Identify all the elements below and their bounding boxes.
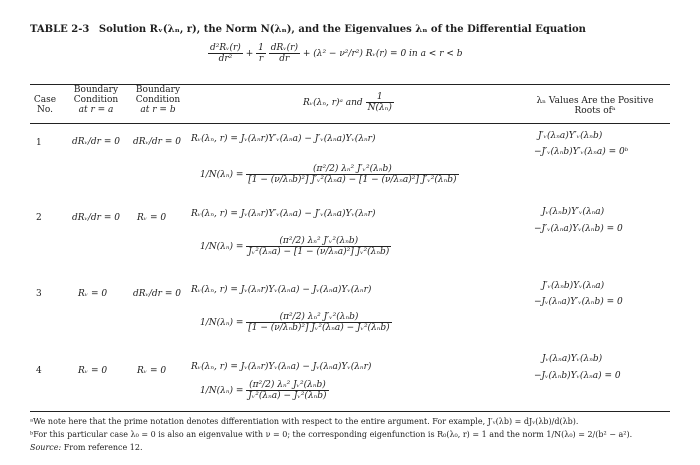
bc-b-1: dRᵥ/dr = 0	[133, 137, 181, 147]
eigen-4a: Jᵥ(λₙa)Yᵥ(λₙb)	[542, 354, 603, 364]
header-bc-a: Boundary Condition at r = a	[73, 85, 119, 115]
eigen-3b: −Jᵥ(λₙa)Y′ᵥ(λₙb) = 0	[534, 297, 623, 307]
footnote-b: ᵇFor this particular case λ₀ = 0 is also an eigenvalue with ν = 0; the corresponding eigenfunction is R₀(λ₀, r) = 1 and the norm 1/N(λ₀) = 2/(b² − a²).	[30, 430, 633, 439]
eigen-1a: J′ᵥ(λₙa)Y′ᵥ(λₙb)	[538, 131, 603, 141]
second-derivative-term: $\frac{\text{d²Rᵥ(r)}}{\text{dr²}}$	[210, 43, 241, 64]
eigen-4b: −Jᵥ(λₙb)Yᵥ(λₙa) = 0	[534, 371, 621, 381]
solution-3: Rᵥ(λₙ, r) = Jᵥ(λₙr)Yᵥ(λₙa) − Jᵥ(λₙa)Yᵥ(λₙr)	[191, 285, 372, 295]
bc-a-3: Rᵥ = 0	[78, 289, 108, 299]
header-solution-norm: Rᵥ(λₙ, r)ᵃ and $\frac{1}{\text{N(λₙ)}}$	[303, 92, 392, 113]
bc-a-1: dRᵥ/dr = 0	[72, 137, 120, 147]
bc-b-3: dRᵥ/dr = 0	[133, 289, 181, 299]
source-note: Source: From reference 12.	[30, 443, 143, 452]
header-bc-b: Boundary Condition at r = b	[135, 85, 181, 115]
case-number-1: 1	[36, 138, 42, 148]
eigen-1b: −J′ᵥ(λₙb)Y′ᵥ(λₙa) = 0ᵇ	[534, 147, 629, 157]
table-caption: Solution Rᵥ(λₙ, r), the Norm N(λₙ), and the Eigenvalues λₙ of the Differential Equation	[98, 24, 586, 35]
bc-a-4: Rᵥ = 0	[78, 366, 108, 376]
first-derivative-term: $\frac{\text{dRᵥ(r)}}{dr}$	[270, 43, 298, 64]
eigen-2b: −J′ᵥ(λₙa)Yᵥ(λₙb) = 0	[534, 224, 623, 234]
norm-1: 1/N(λₙ) = $\frac{\text{(π²/2) λₙ² J′ᵥ²(λₙb)}}{\text{[1 − (ν/λₙb)²] J′ᵥ²(λₙa) − [1 − (ν/λₙa)²] J′ᵥ²(λₙb)}}$	[200, 164, 457, 185]
table-title	[30, 24, 586, 35]
header-top-rule	[30, 84, 670, 85]
header-bottom-rule	[30, 123, 670, 124]
table-number: TABLE 2-3	[30, 24, 90, 35]
header-norm-fraction: $\frac{1}{\text{N(λₙ)}}$	[367, 92, 392, 113]
case-number-3: 3	[36, 289, 42, 299]
header-case: Case No.	[33, 95, 57, 115]
bc-b-4: Rᵥ = 0	[137, 366, 167, 376]
eigen-3a: J′ᵥ(λₙb)Yᵥ(λₙa)	[542, 281, 605, 291]
case-number-4: 4	[36, 366, 42, 376]
bc-a-2: dRᵥ/dr = 0	[72, 213, 120, 223]
solution-1: Rᵥ(λₙ, r) = Jᵥ(λₙr)Y′ᵥ(λₙa) − J′ᵥ(λₙa)Yᵥ(λₙr)	[191, 134, 376, 144]
solution-2: Rᵥ(λₙ, r) = Jᵥ(λₙr)Y′ᵥ(λₙa) − J′ᵥ(λₙa)Yᵥ(λₙr)	[191, 209, 376, 219]
table-bottom-rule	[30, 411, 670, 412]
bc-b-2: Rᵥ = 0	[137, 213, 167, 223]
coefficient-term: $\frac{1}{r}$	[258, 43, 264, 64]
header-eigenvalues: λₙ Values Are the Positive Roots ofᵃ	[536, 96, 654, 116]
norm-2: 1/N(λₙ) = $\frac{\text{(π²/2) λₙ² J′ᵥ²(λₙb)}}{\text{Jᵥ²(λₙa) − [1 − (ν/λₙa)²] Jᵥ²(λₙb)}}$	[200, 236, 390, 257]
norm-4: 1/N(λₙ) = $\frac{\text{(π²/2) λₙ² Jᵥ²(λₙb)}}{\text{Jᵥ²(λₙa) − Jᵥ²(λₙb)}}$	[200, 380, 327, 401]
lambda-nu-term: (λ² − ν²/r²) Rᵥ(r) = 0 in a < r < b	[313, 49, 463, 59]
governing-equation: $\frac{\text{d²Rᵥ(r)}}{\text{dr²}}$ + $\frac{1}{r}$ $\frac{\text{dRᵥ(r)}}{dr}$ + (λ² − ν²/r²) Rᵥ(r) = 0 in a < r < b	[210, 43, 463, 64]
norm-3: 1/N(λₙ) = $\frac{\text{(π²/2) λₙ² J′ᵥ²(λₙb)}}{\text{[1 − (ν/λₙb)²] Jᵥ²(λₙa) − Jᵥ²(λₙb)}}$	[200, 312, 390, 333]
footnote-a: ᵃWe note here that the prime notation denotes differentiation with respect to the entire argument. For example, J′ᵥ(λb) = dJᵥ(λb)/d(λb).	[30, 417, 579, 426]
case-number-2: 2	[36, 213, 42, 223]
eigen-2a: Jᵥ(λₙb)Y′ᵥ(λₙa)	[542, 207, 605, 217]
solution-4: Rᵥ(λₙ, r) = Jᵥ(λₙr)Yᵥ(λₙa) − Jᵥ(λₙa)Yᵥ(λₙr)	[191, 362, 372, 372]
